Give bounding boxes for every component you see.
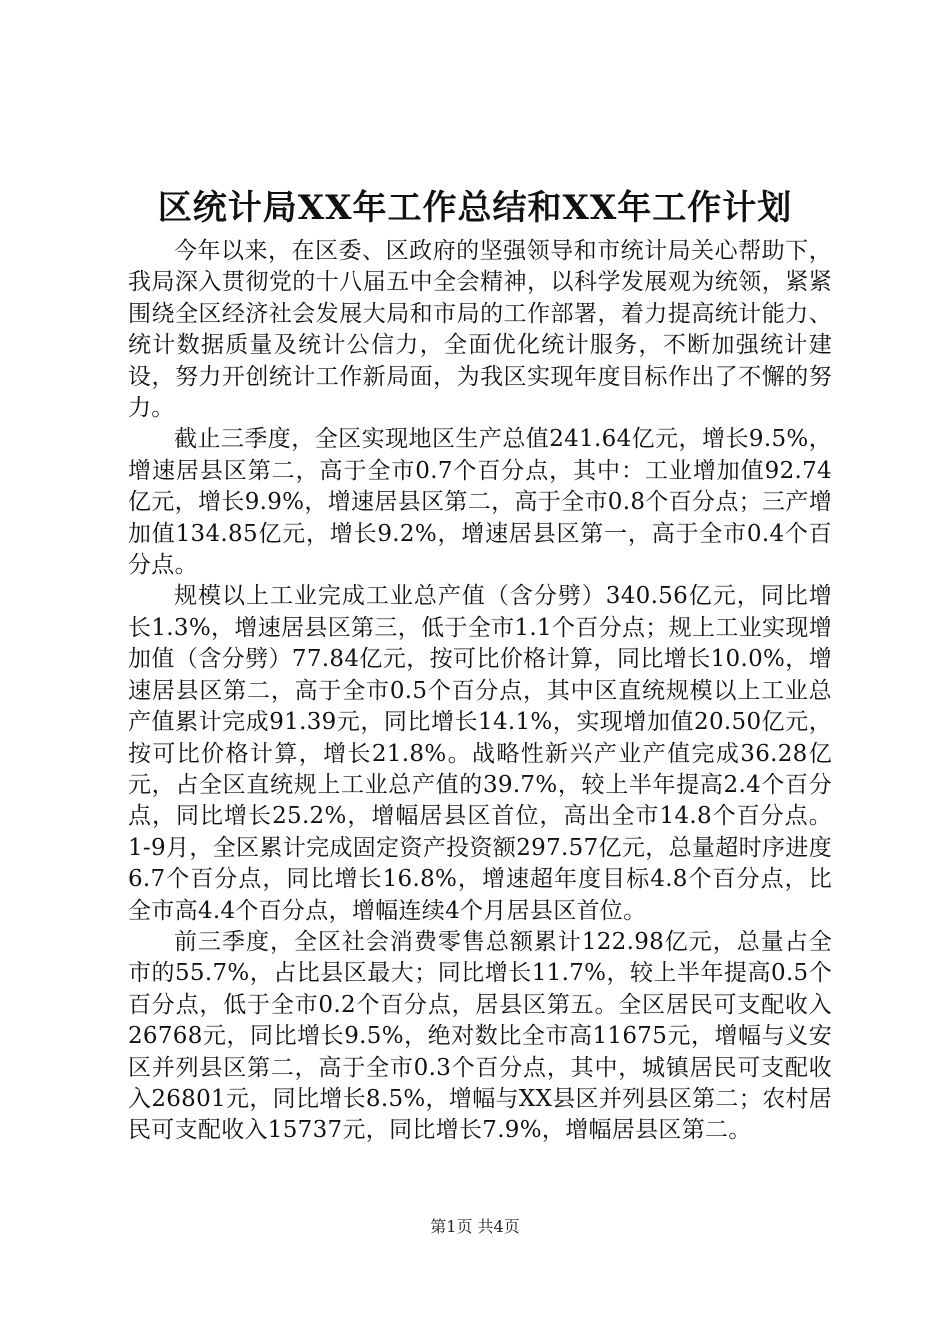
paragraph-consumption-income: 前三季度，全区社会消费零售总额累计122.98亿元，总量占全市的55.7%，占比县区最大；同比增长11.7%，较上半年提高0.5个百分点，低于全市0.2个百分点，居县区第五。全区居民可支配收入26768元，同比增长9.5%，绝对数比全市高11675元，增幅与义安区并列县区第二，高于全市0.3个百分点，其中，城镇居民可支配收入26801元，同比增长8.5%，增幅与XX县区并列县区第二；农村居民可支配收入15737元，同比增长7.9%，增幅居县区第二。 bbox=[128, 928, 832, 1144]
document-title: 区统计局XX年工作总结和XX年工作计划 bbox=[157, 188, 793, 228]
document-body bbox=[128, 236, 832, 1147]
paragraph-industry: 规模以上工业完成工业总产值（含分劈）340.56亿元，同比增长1.3%，增速居县区第三，低于全市1.1个百分点；规上工业实现增加值（含分劈）77.84亿元，按可比价格计算，同比增长10.0%，增速居县区第二，高于全市0.5个百分点，其中区直统规模以上工业总产值累计完成91.39元，同比增长14.1%，实现增加值20.50亿元，按可比价格计算，增长21.8%。战略性新兴产业产值完成36.28亿元，占全区直统规上工业总产值的39.7%，较上半年提高2.4个百分点，同比增长25.2%，增幅居县区首位，高出全市14.8个百分点。1-9月，全区累计完成固定资产投资额297.57亿元，总量超时序进度6.7个百分点，同比增长16.8%，增速超年度目标4.8个百分点，比全市高4.4个百分点，增幅连续4个月居县区首位。 bbox=[128, 583, 832, 924]
paragraph-intro: 今年以来，在区委、区政府的坚强领导和市统计局关心帮助下，我局深入贯彻党的十八届五中全会精神，以科学发展观为统领，紧紧围绕全区经济社会发展大局和市局的工作部署，着力提高统计能力、统计数据质量及统计公信力，全面优化统计服务，不断加强统计建设，努力开创统计工作新局面，为我区实现年度目标作出了不懈的努力。 bbox=[128, 238, 832, 422]
paragraph-gdp: 截止三季度，全区实现地区生产总值241.64亿元，增长9.5%，增速居县区第二，高于全市0.7个百分点，其中：工业增加值92.74亿元，增长9.9%，增速居县区第二，高于全市0.8个百分点；三产增加值134.85亿元，增长9.2%，增速居县区第一，高于全市0.4个百分点。 bbox=[128, 426, 832, 579]
page-footer: 第1页 共4页 bbox=[430, 1217, 520, 1236]
